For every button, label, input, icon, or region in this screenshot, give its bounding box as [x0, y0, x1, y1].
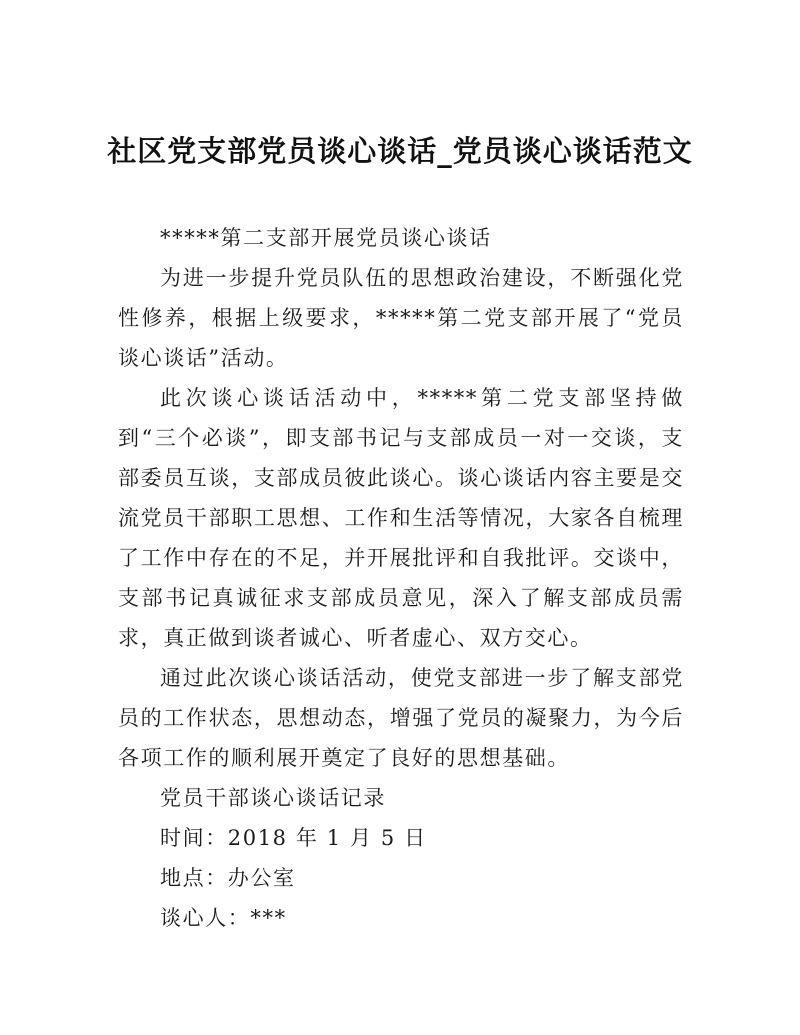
record-place: 地点：办公室	[160, 866, 296, 890]
record-talker: 谈心人：***	[160, 906, 287, 930]
record-time: 时间：2018 年 1 月 5 日	[160, 826, 427, 850]
paragraph-activity: 此次谈心谈话活动中，*****第二党支部坚持做到“三个必谈”，即支部书记与支部成员一对一交谈，支部委员互谈，支部成员彼此谈心。谈心谈话内容主要是交流党员干部职工思想、工作和生活等情况，大家各自梳理了工作中存在的不足，并开展批评和自我批评。交谈中，支部书记真诚征求支部成员意见，深入了解支部成员需求，真正做到谈者诚心、听者虚心、双方交心。	[118, 386, 684, 650]
paragraph-conclusion: 通过此次谈心谈话活动，使党支部进一步了解支部党员的工作状态，思想动态，增强了党员的凝聚力，为今后各项工作的顺利展开奠定了良好的思想基础。	[118, 666, 684, 770]
document-title: 社区党支部党员谈心谈话_党员谈心谈话范文	[107, 134, 693, 168]
section-heading: *****第二支部开展党员谈心谈话	[160, 226, 492, 250]
document-body	[118, 218, 684, 938]
record-title: 党员干部谈心谈话记录	[160, 786, 386, 810]
paragraph-intro: 为进一步提升党员队伍的思想政治建设，不断强化党性修养，根据上级要求，*****第二党支部开展了“党员谈心谈话”活动。	[118, 266, 684, 370]
